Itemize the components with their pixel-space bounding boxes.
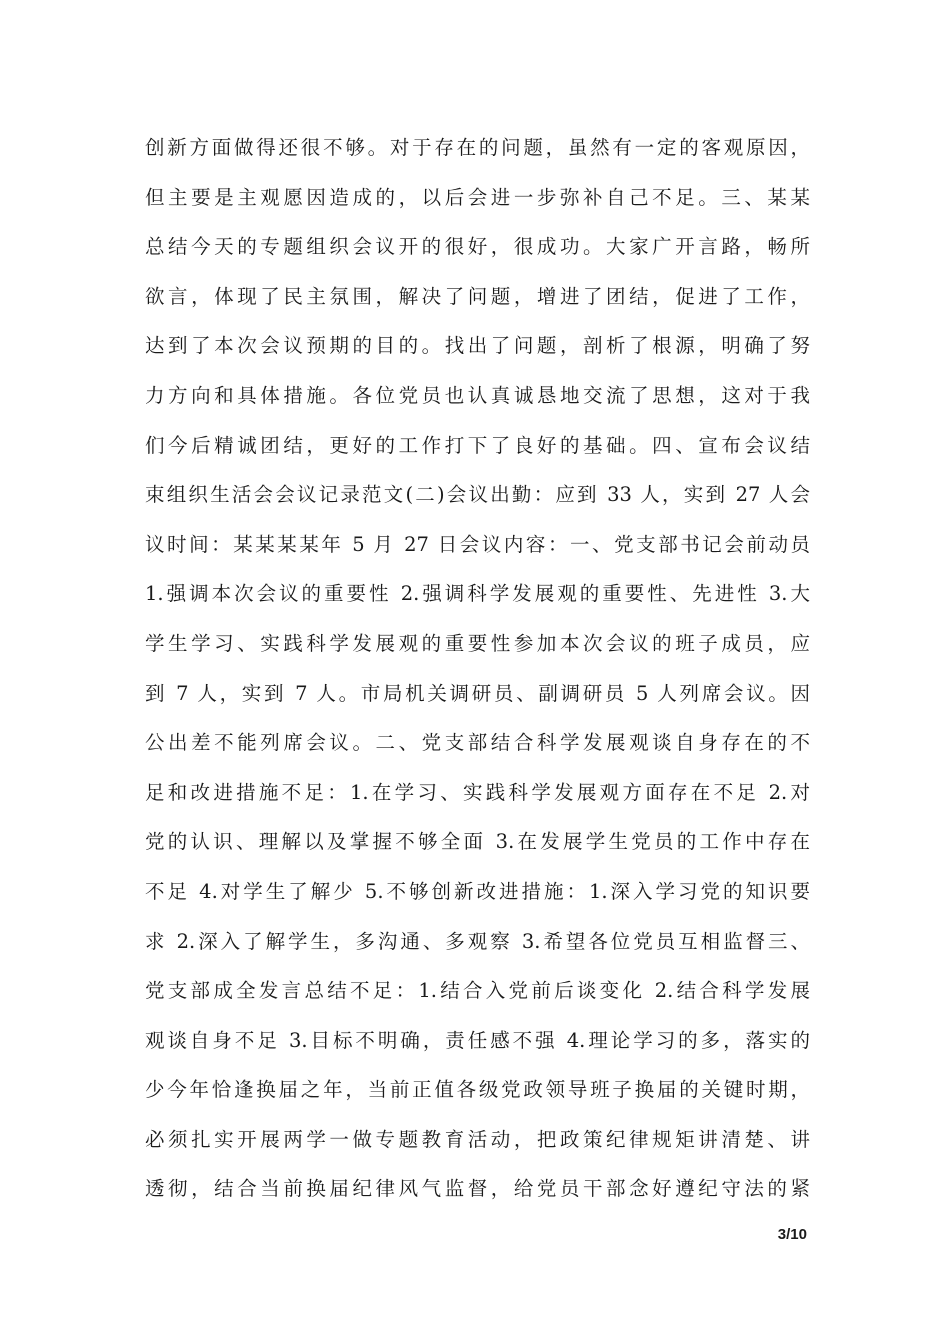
body-text <box>145 128 810 1219</box>
text-line: 不足 4.对学生了解少 5.不够创新改进措施：1.深入学习党的知识要 <box>145 879 810 903</box>
text-line: 公出差不能列席会议。二、党支部结合科学发展观谈自身存在的不 <box>145 731 810 755</box>
text-line: 学生学习、实践科学发展观的重要性参加本次会议的班子成员，应 <box>145 631 810 655</box>
text-line: 们今后精诚团结，更好的工作打下了良好的基础。四、宣布会议结 <box>145 433 810 457</box>
text-line: 到 7 人，实到 7 人。市局机关调研员、副调研员 5 人列席会议。因 <box>145 681 810 705</box>
text-line: 达到了本次会议预期的目的。找出了问题，剖析了根源，明确了努 <box>145 334 810 358</box>
text-line: 束组织生活会会议记录范文(二)会议出勤：应到 33 人，实到 27 人会 <box>145 483 810 507</box>
text-line: 少今年恰逢换届之年，当前正值各级党政领导班子换届的关键时期， <box>145 1078 810 1102</box>
text-line: 欲言，体现了民主氛围，解决了问题，增进了团结，促进了工作， <box>145 284 810 308</box>
text-line: 观谈自身不足 3.目标不明确，责任感不强 4.理论学习的多，落实的 <box>145 1028 810 1052</box>
page-number: 3/10 <box>777 1226 807 1243</box>
text-line: 力方向和具体措施。各位党员也认真诚恳地交流了思想，这对于我 <box>145 383 810 407</box>
text-line: 但主要是主观愿因造成的，以后会进一步弥补自己不足。三、某某 <box>145 185 810 209</box>
text-line: 必须扎实开展两学一做专题教育活动，把政策纪律规矩讲清楚、讲 <box>145 1127 810 1151</box>
text-line: 求 2.深入了解学生，多沟通、多观察 3.希望各位党员互相监督三、 <box>145 929 810 953</box>
text-line: 党的认识、理解以及掌握不够全面 3.在发展学生党员的工作中存在 <box>145 830 810 854</box>
text-line: 透彻，结合当前换届纪律风气监督，给党员干部念好遵纪守法的紧 <box>145 1177 810 1201</box>
text-line: 党支部成全发言总结不足：1.结合入党前后谈变化 2.结合科学发展 <box>145 979 810 1003</box>
text-line: 议时间：某某某某年 5 月 27 日会议内容：一、党支部书记会前动员 <box>145 532 810 556</box>
text-line: 足和改进措施不足：1.在学习、实践科学发展观方面存在不足 2.对 <box>145 780 810 804</box>
text-line: 1.强调本次会议的重要性 2.强调科学发展观的重要性、先进性 3.大 <box>145 582 810 606</box>
text-line: 总结今天的专题组织会议开的很好，很成功。大家广开言路，畅所 <box>145 235 810 259</box>
text-line: 创新方面做得还很不够。对于存在的问题，虽然有一定的客观原因， <box>145 136 810 159</box>
